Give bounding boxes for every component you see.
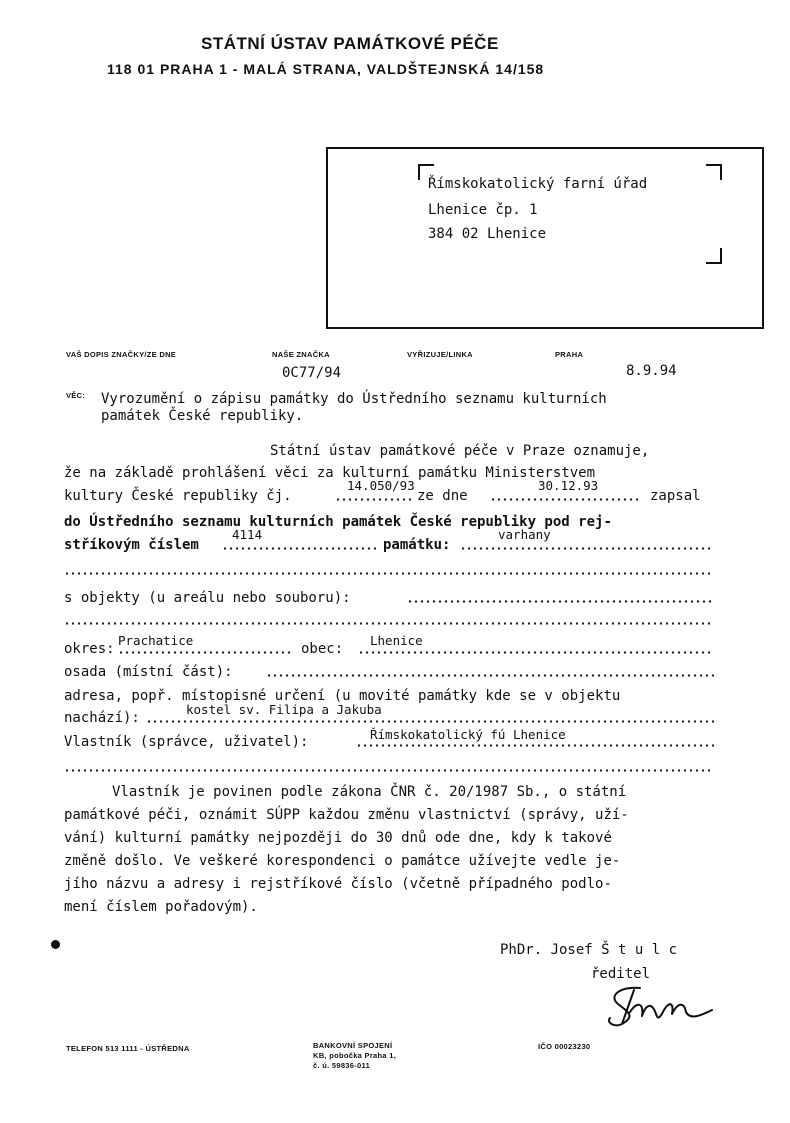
institution-address: 118 01 PRAHA 1 - MALÁ STRANA, VALDŠTEJNSKÁ 14/158 — [107, 61, 545, 77]
body-line-4: do Ústředního seznamu kulturních památek České republiky pod rej- — [64, 514, 612, 530]
dotted-line — [335, 498, 411, 501]
filled-cj-date: 30.12.93 — [538, 478, 599, 493]
filled-owner: Římskokatolický fú Lhenice — [370, 727, 566, 742]
recipient-line-3: 384 02 Lhenice — [428, 226, 547, 242]
municipality-label: obec: — [301, 641, 344, 657]
subject-label: VĚC: — [66, 391, 86, 400]
notice-line-3: vání) kulturní památky nejpozději do 30 dnů ode dne, kdy k takové — [64, 830, 612, 846]
recipient-line-2: Lhenice čp. 1 — [428, 202, 538, 218]
filled-cj: 14.050/93 — [347, 478, 415, 493]
filled-location: kostel sv. Filipa a Jakuba — [186, 702, 382, 717]
dotted-line — [407, 600, 714, 603]
address-line-2: nachází): — [64, 710, 140, 726]
punch-hole-mark — [51, 940, 60, 949]
owner-label: Vlastník (správce, uživatel): — [64, 734, 309, 750]
dotted-line — [356, 744, 714, 747]
notice-line-2: památkové péči, oznámit SÚPP každou změnu vlastnictví (správy, uží- — [64, 807, 629, 823]
our-ref-value: 0C77/94 — [282, 365, 342, 381]
dotted-line — [490, 498, 640, 501]
signatory-title: ředitel — [591, 966, 651, 982]
dotted-line — [358, 651, 714, 654]
recipient-line-1: Římskokatolický farní úřad — [428, 176, 648, 192]
objects-label: s objekty (u areálu nebo souboru): — [64, 590, 351, 606]
dotted-line — [222, 547, 376, 550]
signatory-name: PhDr. Josef Š t u l c — [500, 942, 678, 958]
dotted-line — [146, 720, 714, 723]
footer-phone: TELEFON 513 1111 - ÚSTŘEDNA — [66, 1044, 190, 1053]
address-line-1: adresa, popř. místopisné určení (u movité památky kde se v objektu — [64, 688, 621, 704]
dotted-line — [64, 769, 714, 772]
subject-line-1: Vyrozumění o zápisu památky do Ústředního seznamu kulturních — [101, 391, 607, 407]
dotted-line — [266, 674, 714, 677]
footer-ico: IČO 00023230 — [538, 1042, 591, 1051]
filled-reg-number: 4114 — [232, 527, 263, 542]
dotted-line — [460, 547, 714, 550]
filled-district: Prachatice — [118, 633, 194, 648]
corner-mark-top-right — [706, 164, 722, 180]
settlement-label: osada (místní část): — [64, 664, 233, 680]
dotted-line — [64, 622, 714, 625]
corner-mark-bottom-right — [706, 248, 722, 264]
notice-line-5: jího názvu a adresy i rejstříkové číslo (včetně případného podlo- — [64, 876, 612, 892]
dotted-line — [118, 651, 294, 654]
notice-line-4: změně došlo. Ve veškeré korespondenci o památce užívejte vedle je- — [64, 853, 621, 869]
institution-name: STÁTNÍ ÚSTAV PAMÁTKOVÉ PÉČE — [201, 34, 499, 53]
subject-line-2: památek České republiky. — [101, 408, 304, 424]
body-line-3-start: kultury České republiky čj. — [64, 488, 292, 504]
date-value: 8.9.94 — [626, 363, 677, 379]
footer-bank-account: č. ú. 59836-011 — [313, 1061, 371, 1070]
body-line-2: že na základě prohlášení věci za kulturní památku Ministerstvem — [64, 465, 596, 481]
handled-by-label: VYŘIZUJE/LINKA — [407, 350, 473, 359]
footer-bank-label: BANKOVNÍ SPOJENÍ — [313, 1041, 393, 1050]
filled-monument: varhany — [498, 527, 551, 542]
city-label: PRAHA — [555, 350, 584, 359]
footer-bank-branch: KB, pobočka Praha 1, — [313, 1051, 397, 1060]
notice-line-6: mení číslem pořadovým). — [64, 899, 258, 915]
body-line-3-mid: ze dne — [417, 488, 468, 504]
your-letter-label: VAŠ DOPIS ZNAČKY/ZE DNE — [66, 350, 177, 359]
body-line-1: Státní ústav památkové péče v Praze oznamuje, — [270, 443, 650, 459]
dotted-line — [64, 572, 714, 575]
our-ref-label: NAŠE ZNAČKA — [272, 350, 330, 359]
district-label: okres: — [64, 641, 115, 657]
handwritten-signature — [600, 982, 745, 1032]
body-line-5-start: stříkovým číslem — [64, 537, 199, 553]
filled-municipality: Lhenice — [370, 633, 423, 648]
body-line-5-end: památku: — [383, 537, 451, 553]
notice-line-1: Vlastník je povinen podle zákona ČNR č. 20/1987 Sb., o státní — [112, 784, 627, 800]
body-line-3-end: zapsal — [650, 488, 701, 504]
